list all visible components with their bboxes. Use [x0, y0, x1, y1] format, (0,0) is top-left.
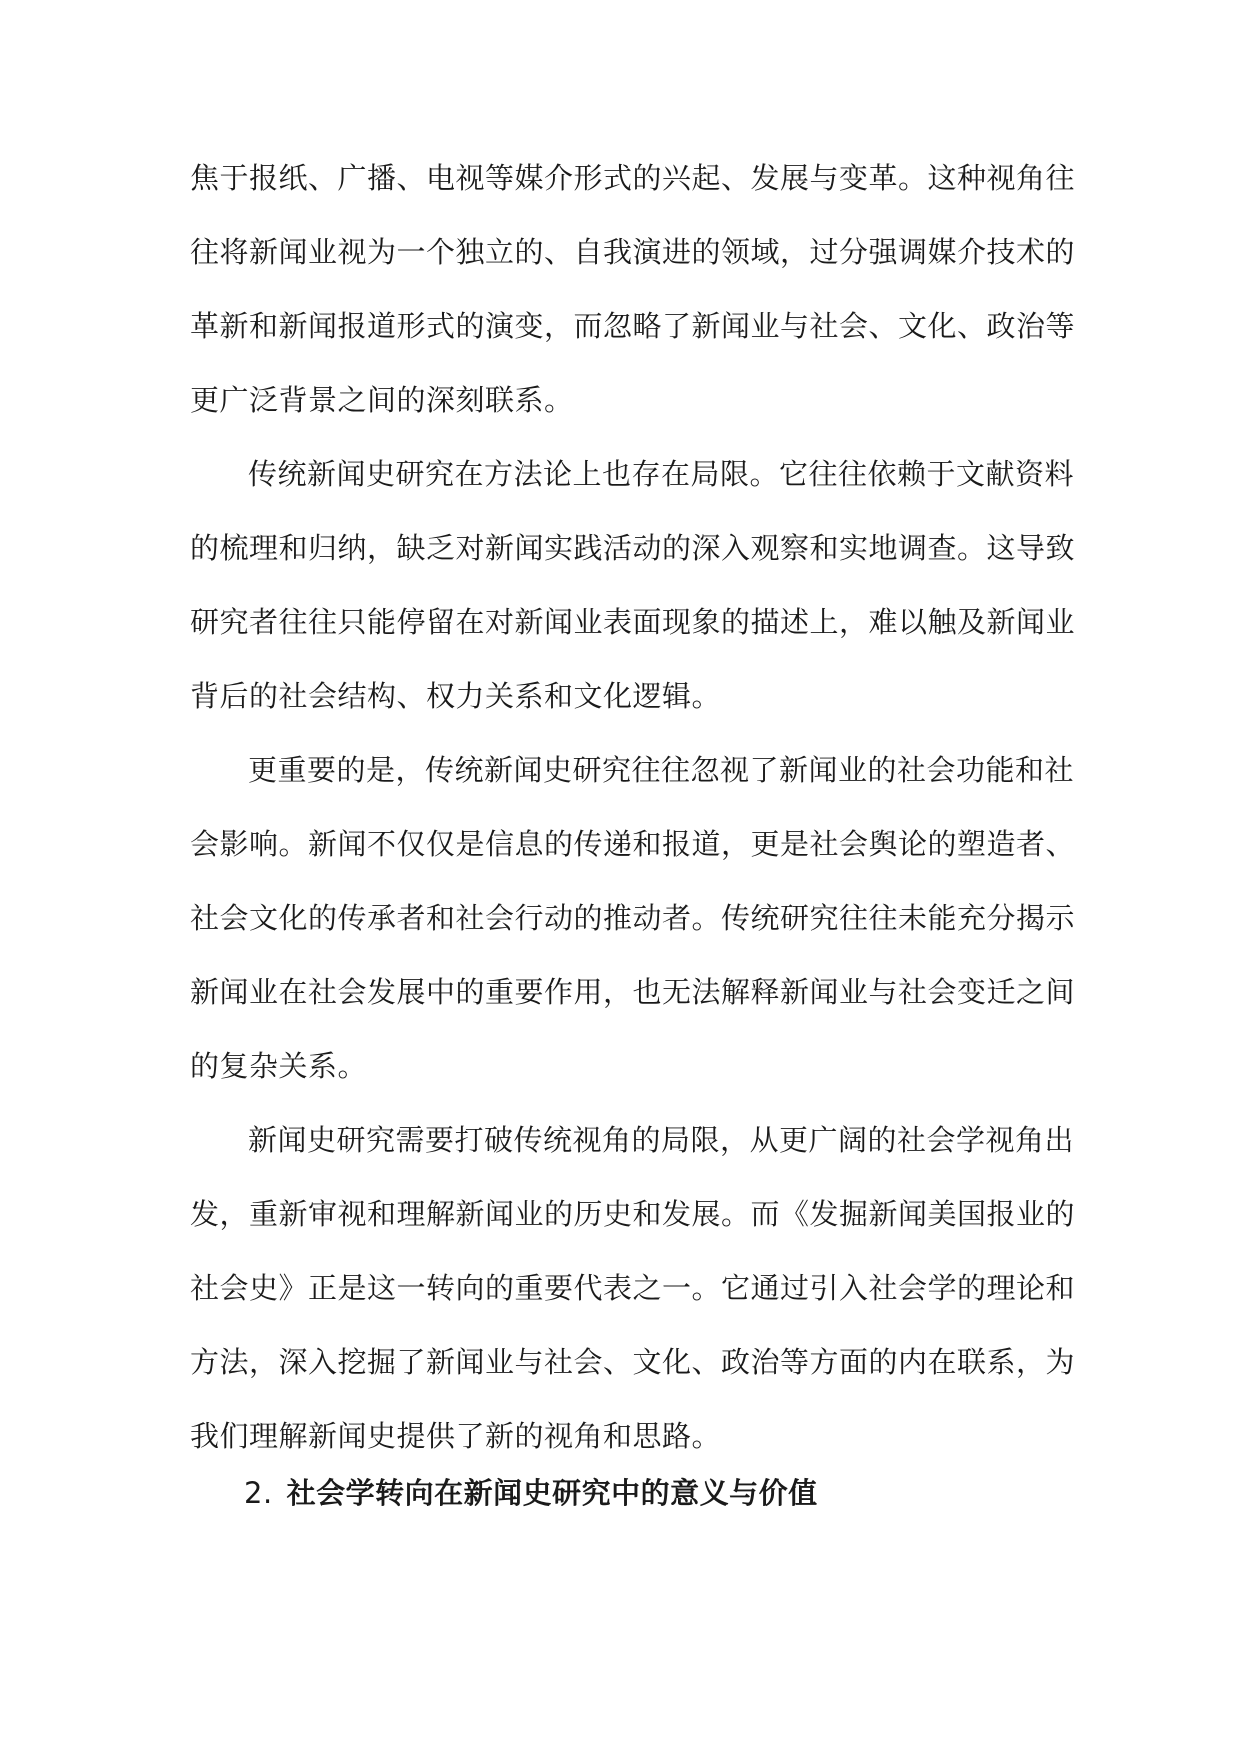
paragraph-line: 我们理解新闻史提供了新的视角和思路。	[190, 1419, 722, 1453]
paragraph-line: 会影响。新闻不仅仅是信息的传递和报道，更是社会舆论的塑造者、	[190, 827, 1076, 861]
section-title: 社会学转向在新闻史研究中的意义与价值	[286, 1476, 818, 1510]
section-number: 2.	[244, 1476, 273, 1510]
paragraph-line: 新闻业在社会发展中的重要作用，也无法解释新闻业与社会变迁之间	[190, 975, 1076, 1009]
paragraph-line: 背后的社会结构、权力关系和文化逻辑。	[190, 679, 722, 713]
paragraph-line: 的复杂关系。	[190, 1049, 368, 1083]
paragraph-line: 往将新闻业视为一个独立的、自我演进的领域，过分强调媒介技术的	[190, 235, 1076, 269]
paragraph-line: 发，重新审视和理解新闻业的历史和发展。而《发掘新闻美国报业的	[190, 1197, 1076, 1231]
paragraph-line: 研究者往往只能停留在对新闻业表面现象的描述上，难以触及新闻业	[190, 605, 1076, 639]
section-heading	[244, 1470, 818, 1516]
paragraph-line: 新闻史研究需要打破传统视角的局限，从更广阔的社会学视角出	[248, 1123, 1075, 1157]
paragraph-line: 方法，深入挖掘了新闻业与社会、文化、政治等方面的内在联系，为	[190, 1345, 1076, 1379]
paragraph-line: 更广泛背景之间的深刻联系。	[190, 383, 574, 417]
paragraph-line: 焦于报纸、广播、电视等媒介形式的兴起、发展与变革。这种视角往	[190, 161, 1076, 195]
paragraph-line: 更重要的是，传统新闻史研究往往忽视了新闻业的社会功能和社	[248, 753, 1075, 787]
paragraph-line: 革新和新闻报道形式的演变，而忽略了新闻业与社会、文化、政治等	[190, 309, 1076, 343]
paragraph-line: 社会文化的传承者和社会行动的推动者。传统研究往往未能充分揭示	[190, 901, 1076, 935]
paragraph-line: 的梳理和归纳，缺乏对新闻实践活动的深入观察和实地调查。这导致	[190, 531, 1076, 565]
paragraph-line: 社会史》正是这一转向的重要代表之一。它通过引入社会学的理论和	[190, 1271, 1076, 1305]
body-text	[190, 141, 1076, 1473]
paragraph-line: 传统新闻史研究在方法论上也存在局限。它往往依赖于文献资料	[248, 457, 1075, 491]
